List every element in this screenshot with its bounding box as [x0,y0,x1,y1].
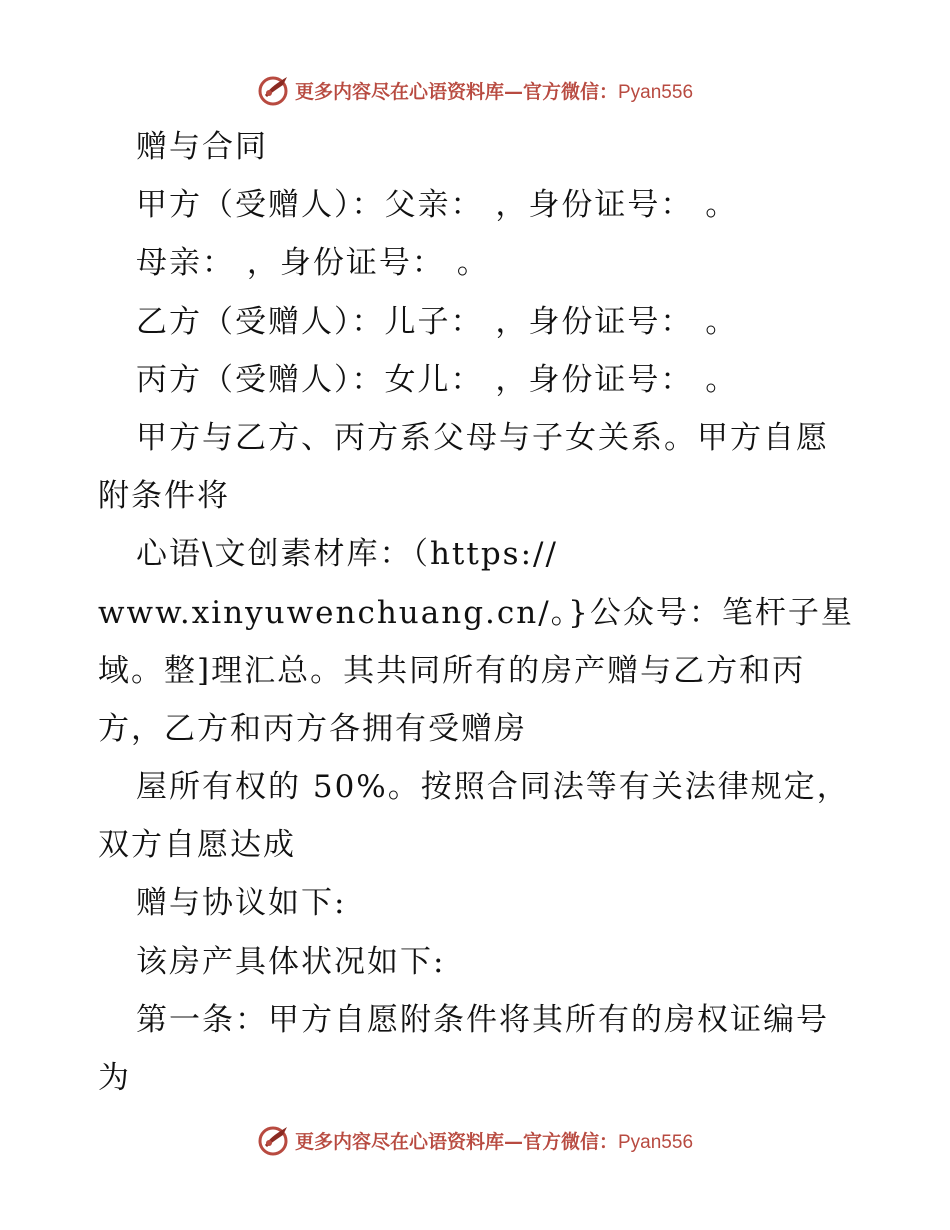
text-line: 赠与协议如下: [136,885,347,922]
text-line: 该房产具体状况如下: [136,943,446,980]
text-line: 心语\文创素材库：（https:// [136,536,558,573]
text-line: 甲方与乙方、丙方系父母与子女关系。甲方自愿 [136,419,829,456]
text-line: 方，乙方和丙方各拥有受赠房 [98,710,527,747]
ink-brush-logo-icon [257,73,291,107]
text-line: 屋所有权的 50%。按照合同法等有关法律规定， [136,769,850,806]
text-line: 第一条：甲方自愿附条件将其所有的房权证编号 [136,1001,829,1038]
text-line: 域。整]理汇总。其共同所有的房产赠与乙方和丙 [98,652,806,689]
text-line: 附条件将 [98,478,230,515]
text-line: 丙方（受赠人）：女儿： ，身份证号： 。 [136,361,739,398]
text-line: 母亲： ，身份证号： 。 [136,245,490,282]
text-line: 为 [98,1060,131,1096]
footer-wechat-handle: Pyan556 [618,1131,694,1153]
header-watermark-text: 更多内容尽在心语资料库—官方微信：Pyan556 [294,80,694,103]
text-line: 双方自愿达成 [98,827,296,864]
text-line: 甲方（受赠人）：父亲： ，身份证号： 。 [136,187,739,224]
footer-watermark-banner [0,1120,950,1160]
contract-body [98,118,858,1107]
ink-brush-logo-icon [257,1123,291,1157]
text-line: www.xinyuwenchuang.cn/。}公众号：笔杆子星 [98,594,854,631]
footer-watermark-text: 更多内容尽在心语资料库—官方微信：Pyan556 [294,1130,694,1153]
contract-title: 赠与合同 [136,129,268,165]
text-line: 乙方（受赠人）：儿子： ，身份证号： 。 [136,303,739,340]
header-watermark-banner [0,70,950,110]
header-wechat-handle: Pyan556 [618,81,694,103]
